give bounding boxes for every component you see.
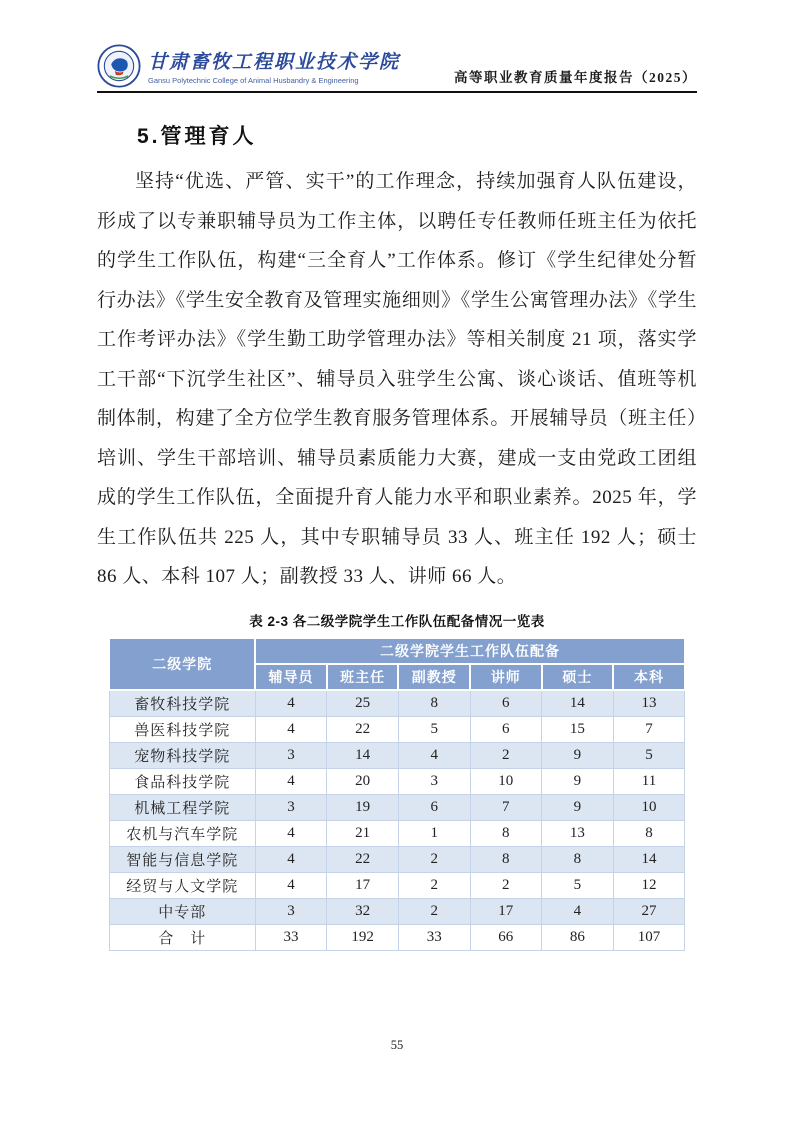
- value-cell: 192: [327, 924, 399, 950]
- value-cell: 8: [613, 820, 685, 846]
- table-row: [109, 742, 685, 768]
- college-name-block: [148, 47, 400, 85]
- section-title: 5.管理育人: [137, 125, 257, 148]
- college-cell: 农机与汽车学院: [109, 820, 255, 846]
- value-cell: 4: [255, 872, 327, 898]
- table-row: [109, 768, 685, 794]
- value-cell: 8: [470, 820, 542, 846]
- college-cell: 机械工程学院: [109, 794, 255, 820]
- value-cell: 9: [542, 794, 614, 820]
- value-cell: 4: [255, 690, 327, 717]
- college-cell: 兽医科技学院: [109, 716, 255, 742]
- value-cell: 8: [398, 690, 470, 717]
- value-cell: 2: [398, 898, 470, 924]
- group-header-cell: 二级学院学生工作队伍配备: [255, 638, 685, 664]
- college-name-en: Gansu Polytechnic College of Animal Husbandry & Engineering: [148, 76, 359, 85]
- college-brand: [97, 44, 400, 88]
- value-cell: 22: [327, 716, 399, 742]
- value-cell: 33: [255, 924, 327, 950]
- value-cell: 1: [398, 820, 470, 846]
- corner-header-cell: 二级学院: [109, 638, 255, 690]
- value-cell: 4: [542, 898, 614, 924]
- value-cell: 9: [542, 768, 614, 794]
- value-cell: 4: [255, 716, 327, 742]
- value-cell: 3: [398, 768, 470, 794]
- value-cell: 14: [542, 690, 614, 717]
- value-cell: 2: [470, 872, 542, 898]
- value-cell: 5: [542, 872, 614, 898]
- college-logo-icon: [97, 44, 141, 88]
- page-header: [97, 44, 697, 93]
- page-number: 55: [390, 1038, 404, 1052]
- value-cell: 7: [470, 794, 542, 820]
- college-cell: 中专部: [109, 898, 255, 924]
- column-header: 硕士: [542, 664, 614, 690]
- value-cell: 27: [613, 898, 685, 924]
- college-cell: 食品科技学院: [109, 768, 255, 794]
- table-row: [109, 820, 685, 846]
- value-cell: 21: [327, 820, 399, 846]
- value-cell: 32: [327, 898, 399, 924]
- value-cell: 13: [613, 690, 685, 717]
- value-cell: 2: [470, 742, 542, 768]
- value-cell: 6: [398, 794, 470, 820]
- table-caption: 表 2-3 各二级学院学生工作队伍配备情况一览表: [249, 613, 545, 629]
- column-header: 讲师: [470, 664, 542, 690]
- value-cell: 10: [613, 794, 685, 820]
- value-cell: 8: [470, 846, 542, 872]
- value-cell: 17: [470, 898, 542, 924]
- value-cell: 4: [398, 742, 470, 768]
- value-cell: 14: [327, 742, 399, 768]
- value-cell: 7: [613, 716, 685, 742]
- college-cell: 合 计: [109, 924, 255, 950]
- value-cell: 2: [398, 846, 470, 872]
- table-row: [109, 794, 685, 820]
- college-name-zh: 甘肃畜牧工程职业技术学院: [148, 52, 401, 73]
- value-cell: 3: [255, 794, 327, 820]
- value-cell: 107: [613, 924, 685, 950]
- college-cell: 宠物科技学院: [109, 742, 255, 768]
- college-cell: 智能与信息学院: [109, 846, 255, 872]
- table-row: [109, 872, 685, 898]
- college-cell: 经贸与人文学院: [109, 872, 255, 898]
- column-header: 副教授: [398, 664, 470, 690]
- value-cell: 66: [470, 924, 542, 950]
- value-cell: 9: [542, 742, 614, 768]
- college-cell: 畜牧科技学院: [109, 690, 255, 717]
- student-staff-table: [108, 637, 686, 951]
- value-cell: 6: [470, 690, 542, 717]
- column-header: 班主任: [327, 664, 399, 690]
- value-cell: 15: [542, 716, 614, 742]
- value-cell: 2: [398, 872, 470, 898]
- value-cell: 11: [613, 768, 685, 794]
- column-header: 本科: [613, 664, 685, 690]
- table-row: [109, 716, 685, 742]
- value-cell: 6: [470, 716, 542, 742]
- value-cell: 3: [255, 742, 327, 768]
- value-cell: 10: [470, 768, 542, 794]
- value-cell: 13: [542, 820, 614, 846]
- column-header: 辅导员: [255, 664, 327, 690]
- report-title: 高等职业教育质量年度报告（2025）: [454, 70, 697, 85]
- value-cell: 25: [327, 690, 399, 717]
- table-row: [109, 924, 685, 950]
- value-cell: 4: [255, 768, 327, 794]
- header-rule: [97, 44, 697, 93]
- value-cell: 4: [255, 820, 327, 846]
- page-content: [97, 120, 697, 951]
- table-header-row-1: [109, 638, 685, 664]
- table-row: [109, 690, 685, 717]
- value-cell: 3: [255, 898, 327, 924]
- value-cell: 12: [613, 872, 685, 898]
- value-cell: 86: [542, 924, 614, 950]
- value-cell: 33: [398, 924, 470, 950]
- value-cell: 8: [542, 846, 614, 872]
- value-cell: 22: [327, 846, 399, 872]
- value-cell: 19: [327, 794, 399, 820]
- value-cell: 4: [255, 846, 327, 872]
- table-row: [109, 898, 685, 924]
- value-cell: 17: [327, 872, 399, 898]
- value-cell: 5: [398, 716, 470, 742]
- table-row: [109, 846, 685, 872]
- value-cell: 20: [327, 768, 399, 794]
- body-paragraph: 坚持“优选、严管、实干”的工作理念，持续加强育人队伍建设，形成了以专兼职辅导员为工作主体，以聘任专任教师任班主任为依托的学生工作队伍，构建“三全育人”工作体系。修订《学生纪律处分暂行办法》《学生安全教育及管理实施细则》《学生公寓管理办法》《学生工作考评办法》《学生勤工助学管理办法》等相关制度 21 项，落实学工干部“下沉学生社区”、辅导员入驻学生公寓、谈心谈话、值班等机制体制，构建了全方位学生教育服务管理体系。开展辅导员（班主任）培训、学生干部培训、辅导员素质能力大赛，建成一支由党政工团组成的学生工作队伍，全面提升育人能力水平和职业素养。2025 年，学生工作队伍共 225 人，其中专职辅导员 33 人、班主任 192 人；硕士 86 人、本科 107 人；副教授 33 人、讲师 66 人。: [97, 171, 697, 587]
- value-cell: 5: [613, 742, 685, 768]
- value-cell: 14: [613, 846, 685, 872]
